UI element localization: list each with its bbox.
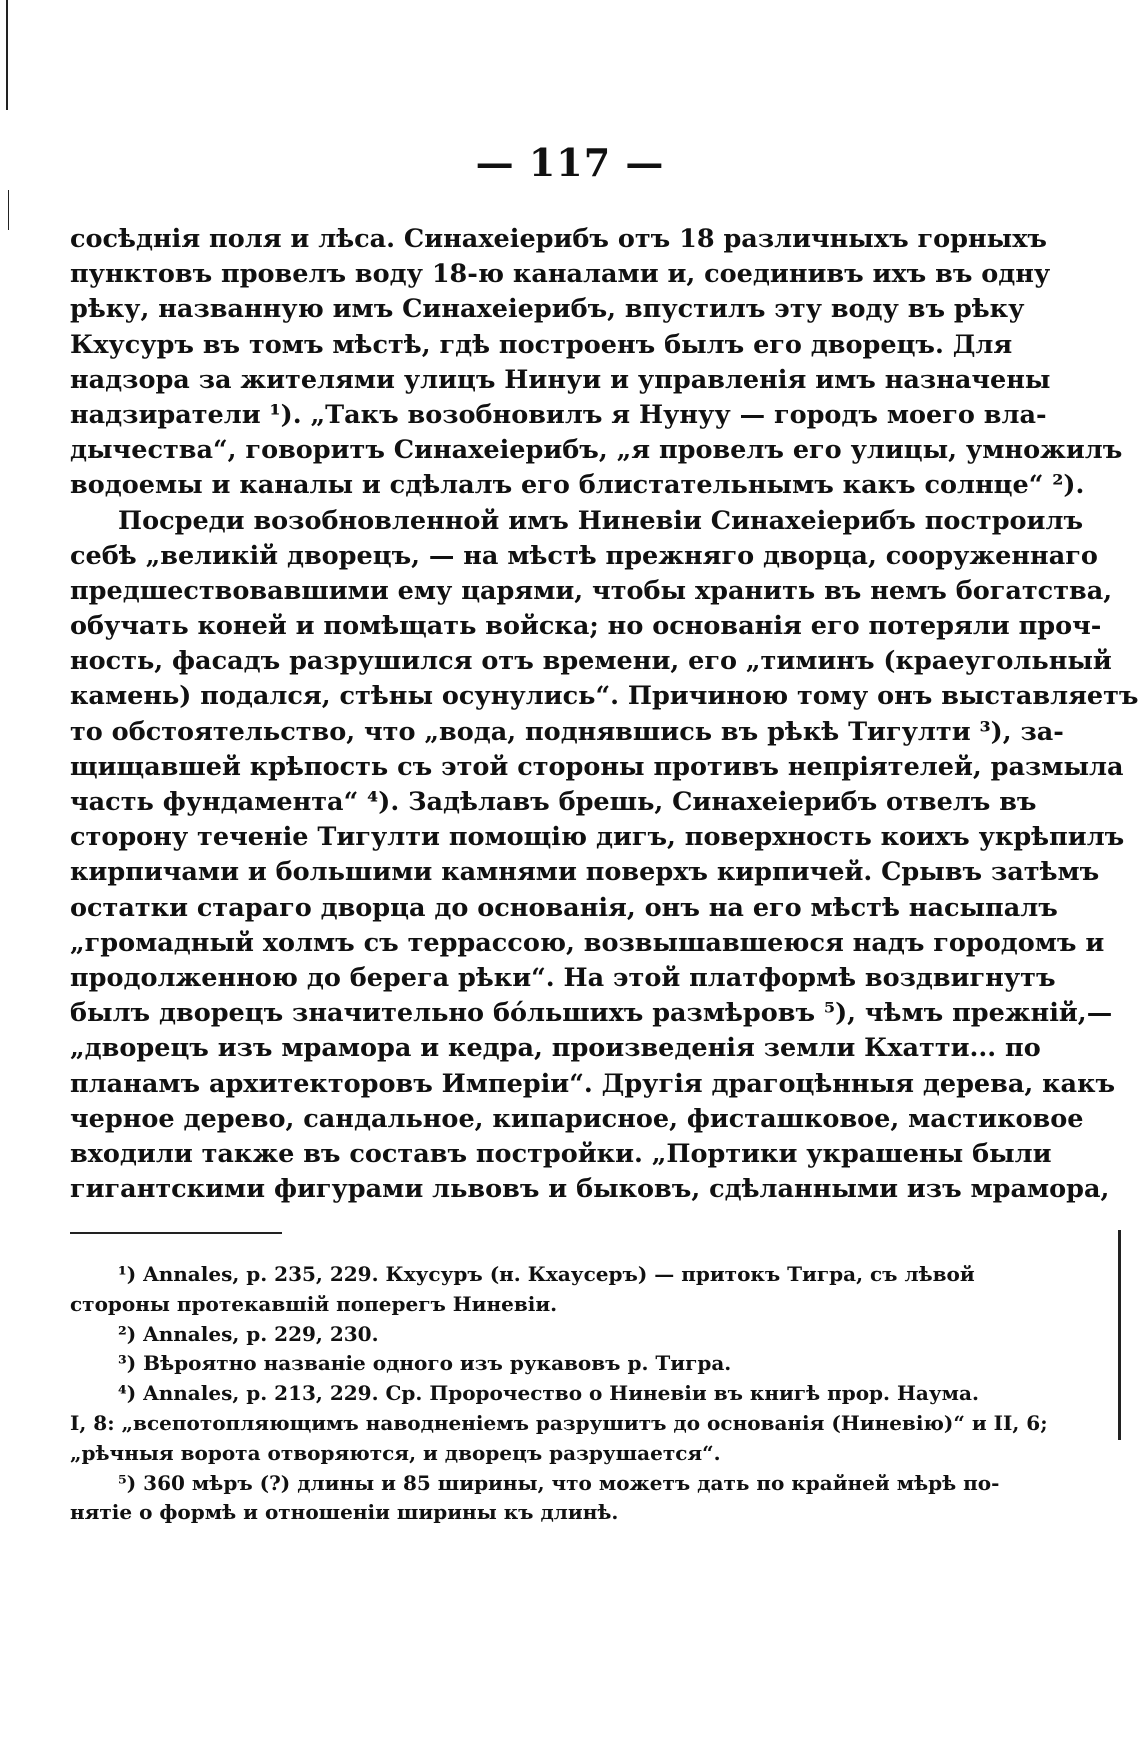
text-line: входили также въ составъ постройки. „Портики украшены были: [70, 1138, 1052, 1169]
text-line: предшествовавшими ему царями, чтобы хранить въ немъ богатства,: [70, 575, 1113, 606]
text-line: сосѣднія поля и лѣса. Синахеіерибъ отъ 18 различныхъ горныхъ: [70, 224, 1047, 254]
footnote-line: I, 8: „всепотопляющимъ наводненіемъ разрушитъ до основанія (Ниневію)“ и II, 6;: [70, 1410, 1048, 1435]
footnotes: [70, 1260, 1048, 1528]
footnote-line: ²) Annales, p. 229, 230.: [118, 1321, 379, 1346]
footnote-line: ¹) Annales, p. 235, 229. Кхусуръ (н. Кхаусеръ) — притокъ Тигра, съ лѣвой: [118, 1262, 975, 1286]
text-line: ность, фасадъ разрушился отъ времени, его „тиминъ (краеугольный: [70, 646, 1112, 677]
text-line: Кхусуръ въ томъ мѣстѣ, гдѣ построенъ былъ его дворецъ. Для: [70, 329, 1013, 360]
text-line: „громадный холмъ съ террассою, возвышавшеюся надъ городомъ и: [70, 927, 1105, 958]
text-line: водоемы и каналы и сдѣлалъ его блистательнымъ какъ солнце“ ²).: [70, 470, 1085, 501]
text-line: камень) подался, стѣны осунулись“. Причиною тому онъ выставляетъ: [70, 681, 1139, 712]
footnote-line: ⁵) 360 мѣръ (?) длины и 85 ширины, что можетъ дать по крайней мѣрѣ по-: [118, 1470, 1000, 1495]
text-line: остатки стараго дворца до основанія, онъ на его мѣстѣ насыпалъ: [70, 892, 1058, 923]
text-line: сторону теченіе Тигулти помощію дигъ, поверхность коихъ укрѣпилъ: [70, 822, 1125, 853]
page-number: — 117 —: [475, 140, 665, 185]
footnote-line: нятіе о формѣ и отношеніи ширины къ длинѣ.: [70, 1500, 619, 1525]
text-line: кирпичами и большими камнями поверхъ кирпичей. Срывъ затѣмъ: [70, 857, 1100, 888]
text-line: „дворецъ изъ мрамора и кедра, произведенія земли Кхатти... по: [70, 1033, 1041, 1064]
text-line: былъ дворецъ значительно бо́льшихъ размѣровъ ⁵), чѣмъ прежній,—: [70, 998, 1113, 1029]
text-line: Посреди возобновленной имъ Ниневіи Синахеіерибъ построилъ: [118, 505, 1084, 536]
text-line: часть фундамента“ ⁴). Задѣлавъ брешь, Синахеіерибъ отвелъ въ: [70, 787, 1037, 817]
text-line: надзора за жителями улицъ Нинуи и управленія имъ назначены: [70, 364, 1051, 395]
footnote-line: ³) Вѣроятно названіе одного изъ рукавовъ р. Тигра.: [118, 1351, 732, 1376]
main-text: [70, 222, 1139, 1207]
text-line: надзиратели ¹). „Такъ возобновилъ я Нунуу — городъ моего вла-: [70, 399, 1047, 430]
text-line: обучать коней и помѣщать войска; но основанія его потеряли проч-: [70, 611, 1102, 642]
scan-edge-mark-left: [6, 0, 8, 110]
footnote-line: „рѣчныя ворота отворяются, и дворецъ разрушается“.: [70, 1440, 721, 1465]
text-line: черное дерево, сандальное, кипарисное, фисташковое, мастиковое: [70, 1103, 1084, 1134]
text-line: пунктовъ провелъ воду 18-ю каналами и, соединивъ ихъ въ одну: [70, 259, 1051, 290]
text-line: продолженною до берега рѣки“. На этой платформѣ воздвигнутъ: [70, 962, 1056, 993]
text-line: то обстоятельство, что „вода, поднявшись въ рѣкѣ Тигулти ³), за-: [70, 716, 1064, 747]
text-line: дычества“, говоритъ Синахеіерибъ, „я провелъ его улицы, умножилъ: [70, 435, 1123, 466]
text-line: щищавшей крѣпость съ этой стороны противъ непріятелей, размыла: [70, 751, 1124, 782]
scan-edge-mark-right: [1118, 1230, 1121, 1440]
footnote-separator: [70, 1232, 282, 1234]
scan-edge-mark-left-lower: [8, 190, 9, 230]
text-line: гигантскими фигурами львовъ и быковъ, сдѣланными изъ мрамора,: [70, 1174, 1110, 1205]
footnote-line: ⁴) Annales, p. 213, 229. Ср. Пророчество о Ниневіи въ книгѣ прор. Наума.: [118, 1381, 979, 1406]
text-line: себѣ „великій дворецъ, — на мѣстѣ прежняго дворца, сооруженнаго: [70, 540, 1098, 571]
text-line: планамъ архитекторовъ Имперіи“. Другія драгоцѣнныя дерева, какъ: [70, 1068, 1116, 1099]
footnote-line: стороны протекавшій поперегъ Ниневіи.: [70, 1291, 558, 1316]
text-line: рѣку, названную имъ Синахеіерибъ, впустилъ эту воду въ рѣку: [70, 294, 1025, 325]
